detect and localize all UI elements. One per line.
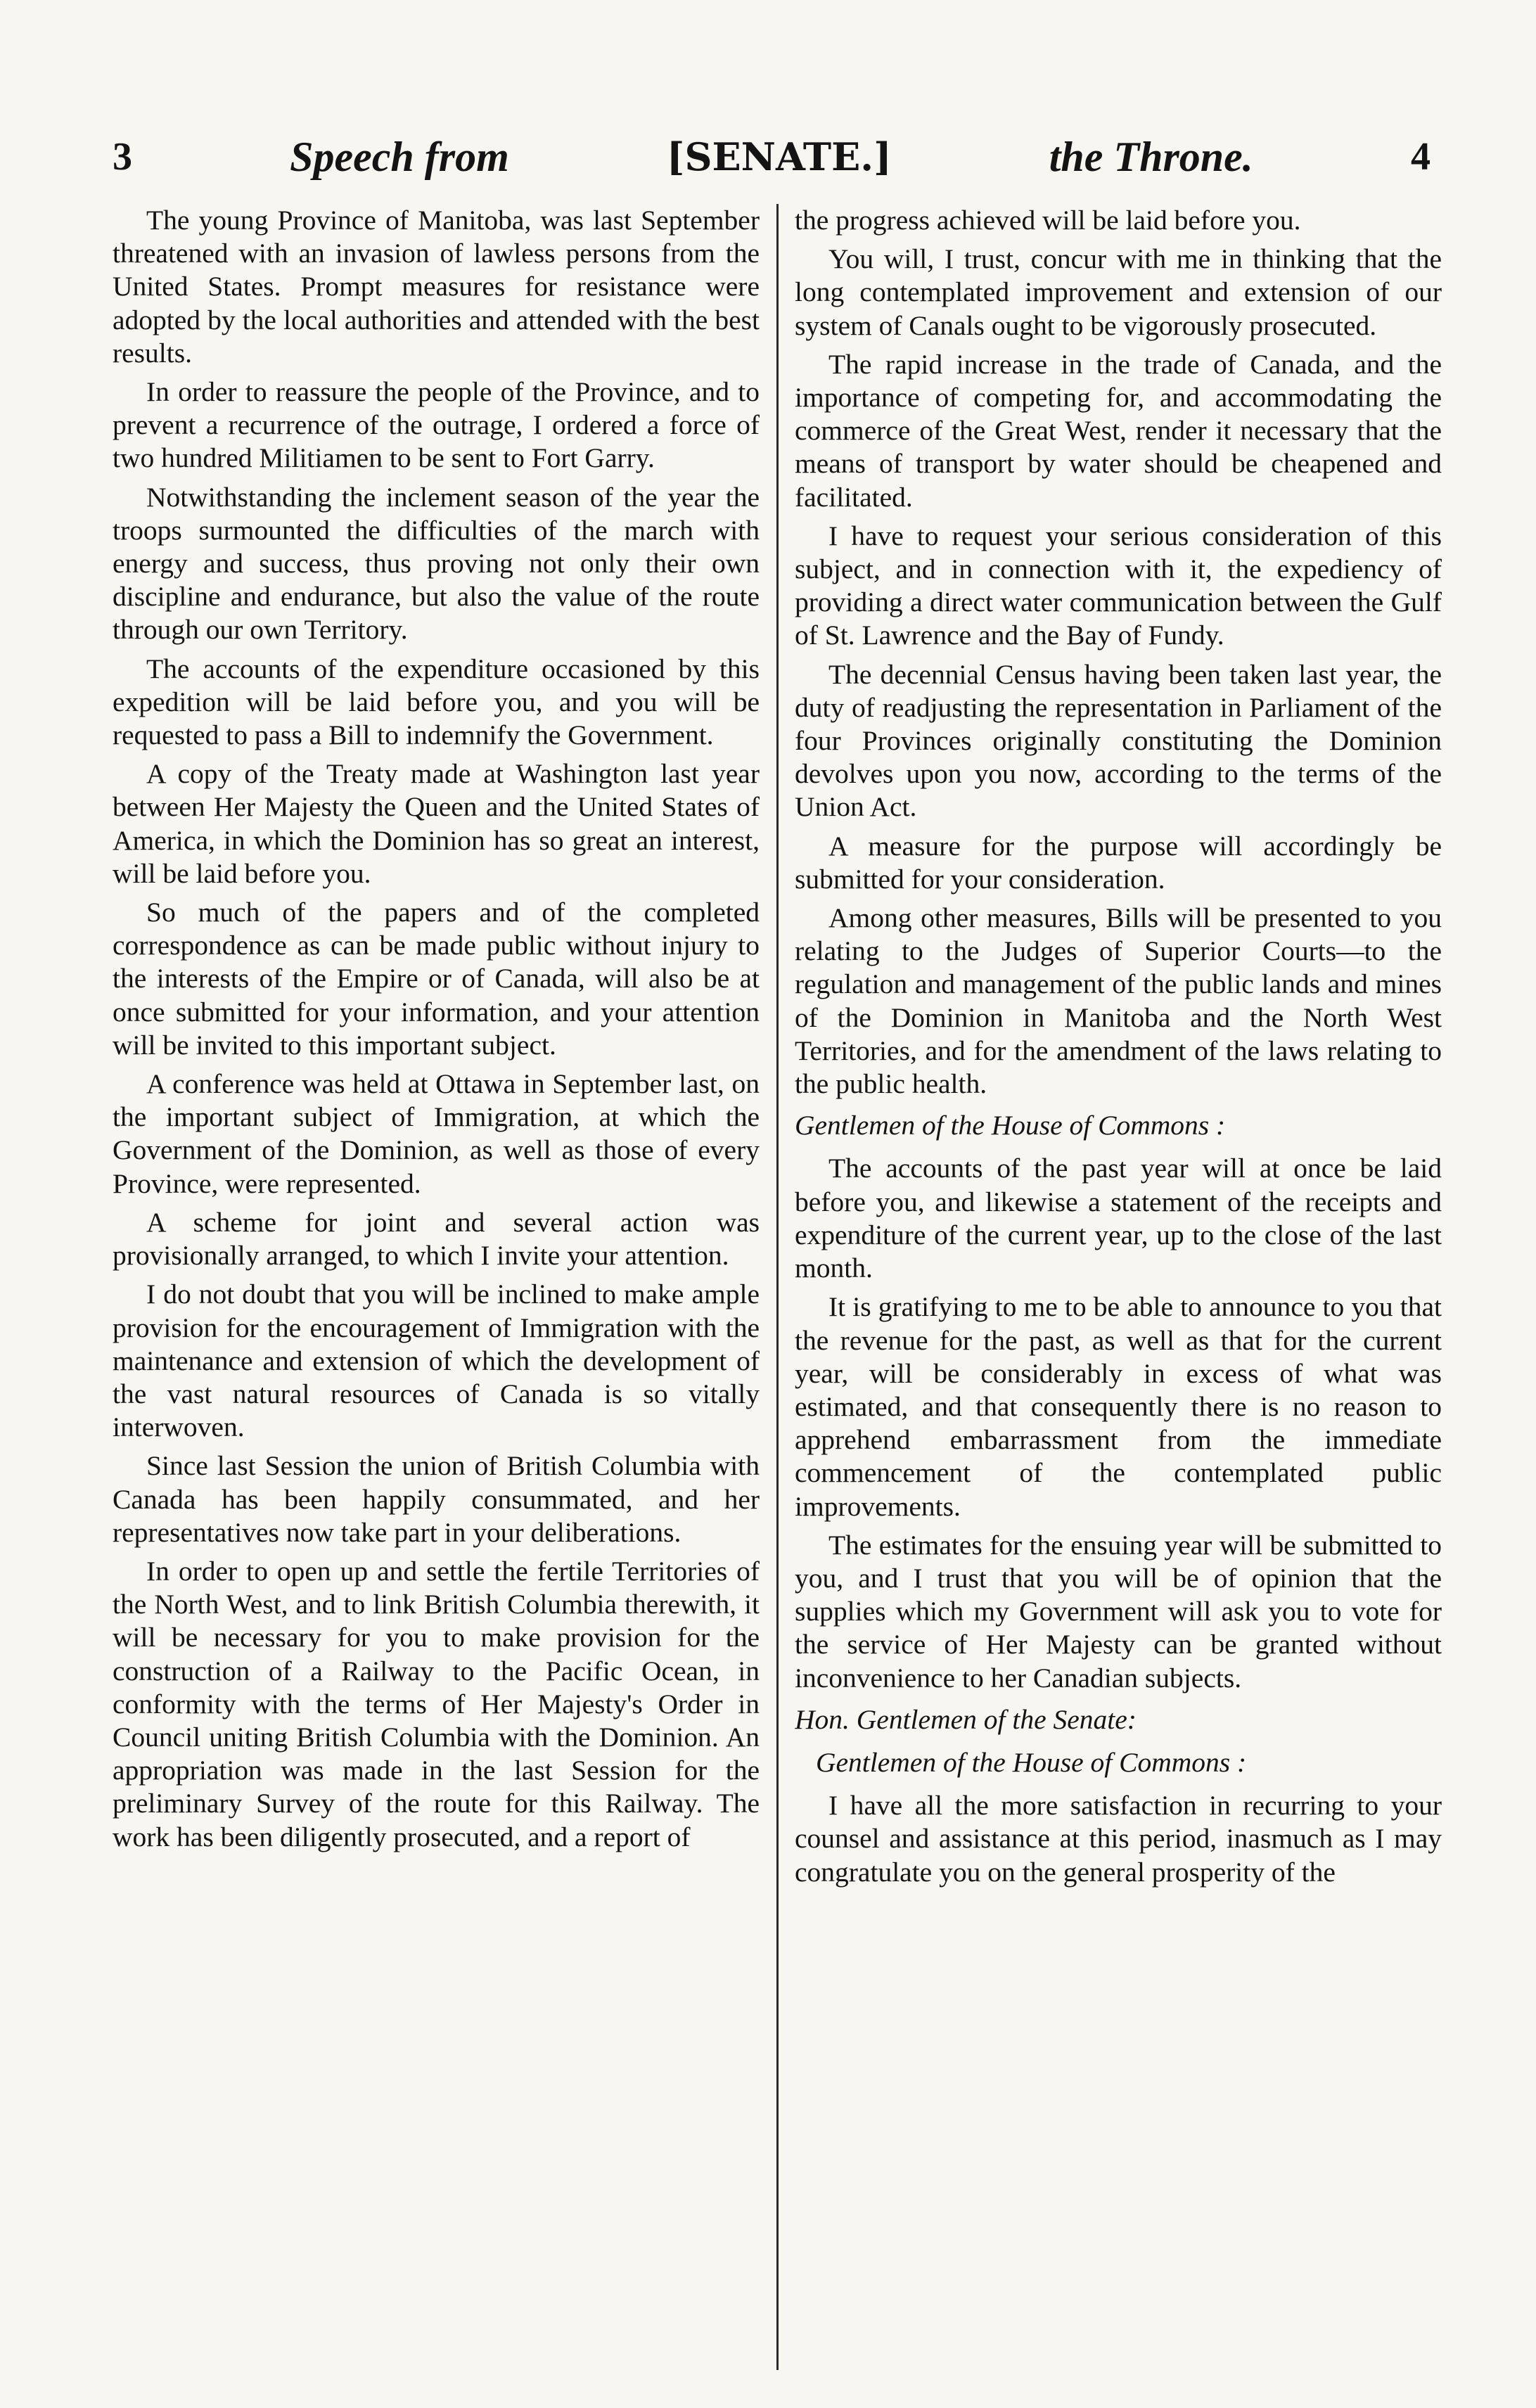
right-column: [795, 204, 1442, 2370]
paragraph: I have to request your serious consideration of this subject, and in connection with it, the expediency of providing a direct water communication between the Gulf of St. Lawrence and the Bay of Fundy.: [795, 520, 1442, 651]
paragraph: I do not doubt that you will be inclined to make ample provision for the encouragement of Immigration with the maintenance and extension of which the development of the vast natural resources of Canada is so vitally interwoven.: [113, 1279, 760, 1443]
paragraph: The estimates for the ensuing year will be submitted to you, and I trust that you will be of opinion that the supplies which my Government will ask you to vote for the service of Her Majesty can be granted without inconvenience to her Canadian subjects.: [795, 1529, 1442, 1693]
left-column: [113, 204, 760, 2370]
text-columns: [113, 204, 1442, 2370]
paragraph: The rapid increase in the trade of Canada, and the importance of competing for, and accommodating the commerce of the Great West, render it necessary that the means of transport by water should be cheapened and facilitated.: [795, 348, 1442, 513]
paragraph: Since last Session the union of British Columbia with Canada has been happily consummated, and her representatives now take part in your deliberations.: [113, 1450, 760, 1548]
paragraph: Notwithstanding the inclement season of the year the troops surmounted the difficulties of the march with energy and success, thus proving not only their own discipline and endurance, but also the value of the route through our own Territory.: [113, 481, 760, 646]
left-running-title: Speech from: [290, 133, 509, 180]
right-running-title: the Throne.: [1049, 133, 1253, 180]
paragraph: the progress achieved will be laid before you.: [795, 205, 1301, 236]
column-divider: [776, 204, 779, 2370]
paragraph: The accounts of the past year will at once be laid before you, and likewise a statement of the receipts and expenditure of the current year, up to the close of the last month.: [795, 1153, 1442, 1284]
paragraph: The decennial Census having been taken last year, the duty of readjusting the representation in Parliament of the four Provinces originally constituting the Dominion devolves upon you now, according to the terms of the Union Act.: [795, 658, 1442, 823]
section-heading: Hon. Gentlemen of the Senate:: [795, 1703, 1137, 1735]
paragraph: Among other measures, Bills will be presented to you relating to the Judges of Superior Courts—to the regulation and management of the public lands and mines of the Dominion in Manitoba and the North West Territories, and for the amendment of the laws relating to the public health.: [795, 902, 1442, 1100]
paragraph: A conference was held at Ottawa in September last, on the important subject of Immigration, at which the Government of the Dominion, as well as those of every Province, were represented.: [113, 1068, 760, 1199]
paragraph: In order to open up and settle the fertile Territories of the North West, and to link British Columbia therewith, it will be necessary for you to make provision for the construction of a Railway to the Pacific Ocean, in conformity with the terms of Her Majesty's Order in Council uniting British Columbia with the Dominion. An appropriation was made in the last Session for the preliminary Survey of the route for this Railway. The work has been diligently prosecuted, and a report of: [113, 1555, 760, 1852]
paragraph: It is gratifying to me to be able to announce to you that the revenue for the past, as well as that for the current year, will be considerably in excess of what was estimated, and that consequently there is no reason to apprehend embarrassment from the immediate commencement of the contemplated public improvements.: [795, 1291, 1442, 1522]
paragraph: A scheme for joint and several action was provisionally arranged, to which I invite your attention.: [113, 1206, 760, 1272]
running-header: [113, 125, 1431, 188]
center-running-title: [SENATE.]: [666, 134, 892, 179]
paragraph: A measure for the purpose will accordingly be submitted for your consideration.: [795, 830, 1442, 895]
section-heading: Gentlemen of the House of Commons :: [795, 1110, 1226, 1141]
section-heading: Gentlemen of the House of Commons :: [816, 1746, 1247, 1778]
left-page-number: 3: [113, 135, 132, 179]
paragraph: In order to reassure the people of the Province, and to prevent a recurrence of the outrage, I ordered a force of two hundred Militiamen to be sent to Fort Garry.: [113, 376, 760, 474]
paragraph: I have all the more satisfaction in recurring to your counsel and assistance at this period, inasmuch as I may congratulate you on the general prosperity of the: [795, 1790, 1442, 1888]
paragraph: The accounts of the expenditure occasioned by this expedition will be laid before you, and you will be requested to pass a Bill to indemnify the Government.: [113, 653, 760, 751]
right-page-number: 4: [1410, 135, 1431, 179]
paragraph: The young Province of Manitoba, was last September threatened with an invasion of lawless persons from the United States. Prompt measures for resistance were adopted by the local authorities and attended with the best results.: [113, 205, 760, 369]
paragraph: A copy of the Treaty made at Washington last year between Her Majesty the Queen and the United States of America, in which the Dominion has so great an interest, will be laid before you.: [113, 758, 760, 889]
paragraph: You will, I trust, concur with me in thinking that the long contemplated improvement and extension of our system of Canals ought to be vigorously prosecuted.: [795, 243, 1442, 341]
paragraph: So much of the papers and of the completed correspondence as can be made public without injury to the interests of the Empire or of Canada, will also be at once submitted for your information, and your attention will be invited to this important subject.: [113, 897, 760, 1061]
